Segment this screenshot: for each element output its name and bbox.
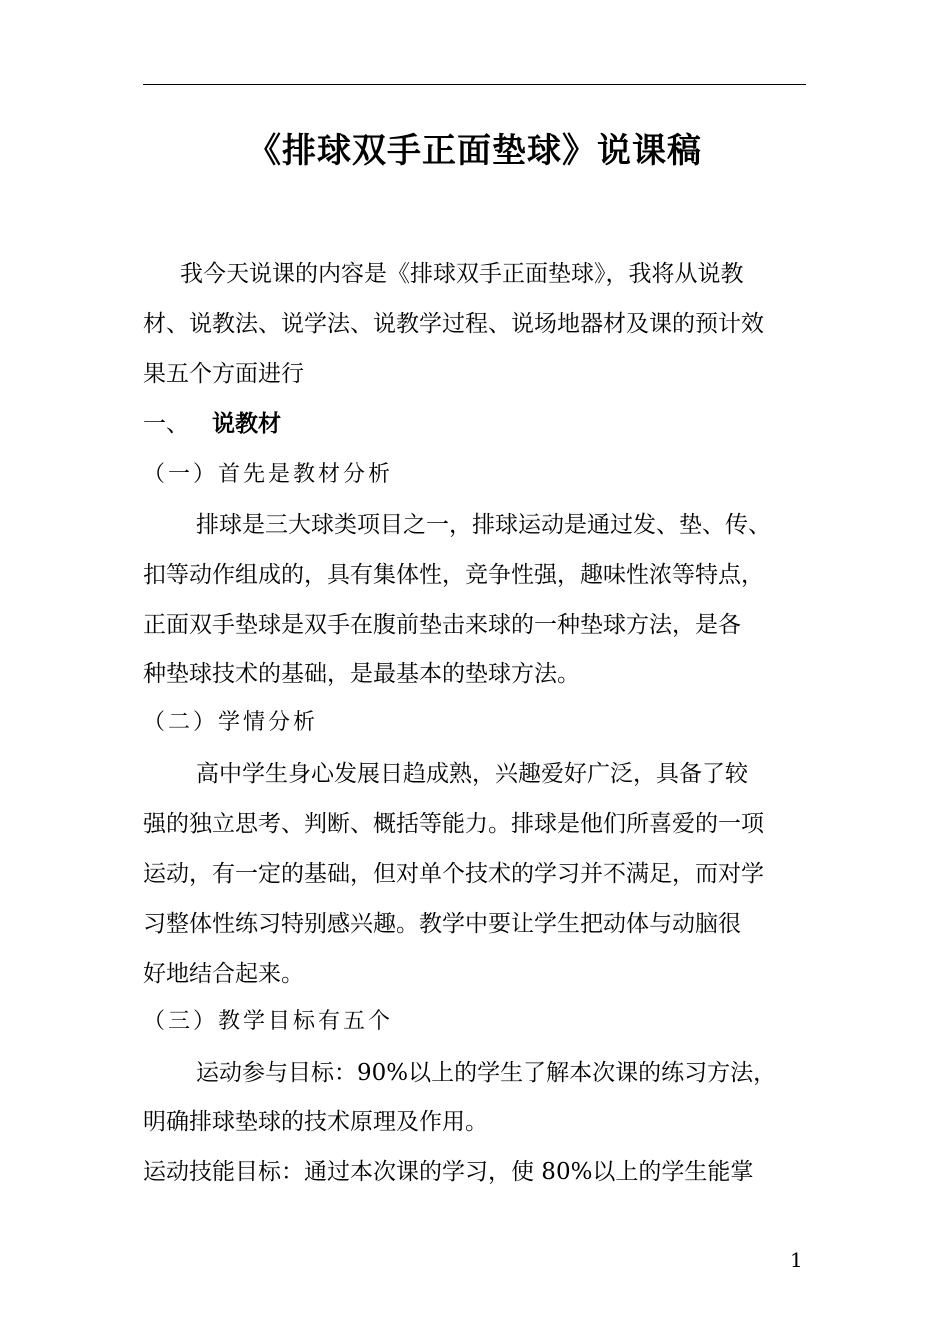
paragraph-line: 正面双手垫球是双手在腹前垫击来球的一种垫球方法，是各 bbox=[143, 612, 741, 638]
document-title: 《排球双手正面垫球》说课稿 bbox=[247, 131, 702, 171]
paragraph-line: 强的独立思考、判断、概括等能力。排球是他们所喜爱的一项 bbox=[143, 811, 764, 837]
intro-line-1: 我今天说课的内容是《排球双手正面垫球》，我将从说教 bbox=[180, 261, 744, 287]
paragraph-line: 运动，有一定的基础，但对单个技术的学习并不满足，而对学 bbox=[143, 861, 764, 887]
section-title: 说教材 bbox=[212, 411, 281, 437]
intro-line-2: 材、说教法、说学法、说教学过程、说场地器材及课的预计效 bbox=[143, 311, 764, 337]
section-number: 一、 bbox=[143, 411, 189, 437]
subsection-heading-2: （二）学情分析 bbox=[143, 710, 319, 735]
page-number: 1 bbox=[790, 1248, 803, 1272]
subsection-heading-3: （三）教学目标有五个 bbox=[143, 1009, 394, 1034]
paragraph-line: 运动技能目标：通过本次课的学习，使 80%以上的学生能掌 bbox=[143, 1159, 754, 1185]
paragraph-line: 习整体性练习特别感兴趣。教学中要让学生把动体与动脑很 bbox=[143, 911, 741, 937]
paragraph-line: 高中学生身心发展日趋成熟，兴趣爱好广泛，具备了较 bbox=[196, 761, 748, 787]
subsection-heading-1: （一）首先是教材分析 bbox=[143, 462, 394, 487]
paragraph-line: 排球是三大球类项目之一，排球运动是通过发、垫、传、 bbox=[196, 512, 771, 538]
paragraph-line: 运动参与目标：90%以上的学生了解本次课的练习方法， bbox=[196, 1060, 777, 1086]
paragraph-line: 扣等动作组成的，具有集体性，竞争性强，趣味性浓等特点， bbox=[143, 562, 764, 588]
paragraph-line: 明确排球垫球的技术原理及作用。 bbox=[143, 1109, 488, 1135]
header-rule bbox=[143, 84, 806, 85]
paragraph-line: 种垫球技术的基础，是最基本的垫球方法。 bbox=[143, 661, 580, 687]
paragraph-line: 好地结合起来。 bbox=[143, 961, 304, 987]
intro-line-3: 果五个方面进行 bbox=[143, 361, 304, 387]
